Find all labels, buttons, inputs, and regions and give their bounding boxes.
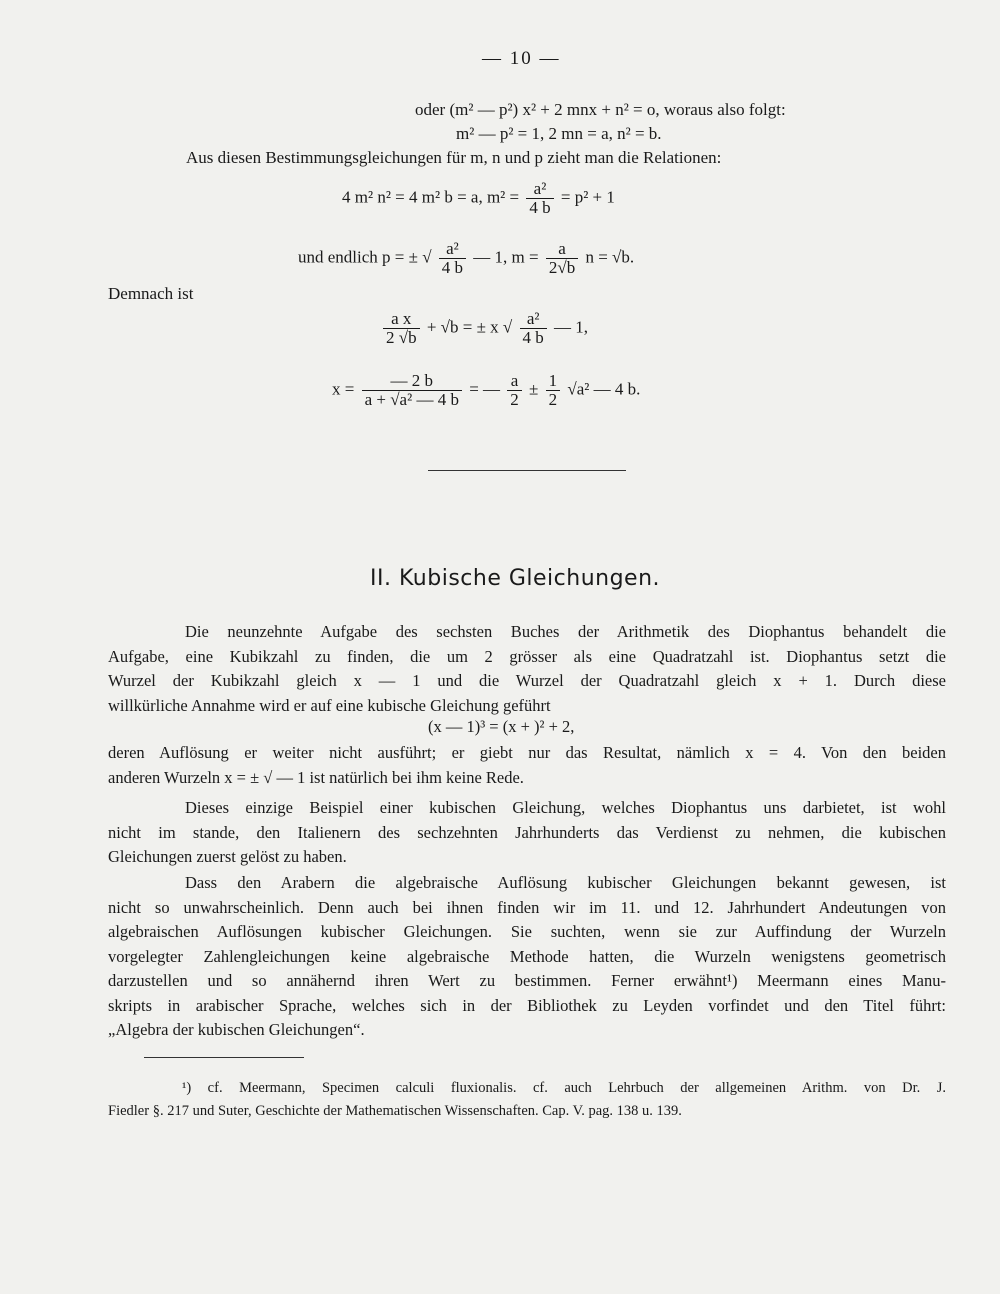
footnote (108, 1077, 946, 1123)
para3-line: „Algebra der kubischen Gleichungen“. (108, 1020, 365, 1039)
eq4-start: x = (332, 379, 355, 399)
eq4-den3: 2 (548, 390, 558, 409)
page-number: — 10 — (482, 48, 561, 69)
eq2-b: — 1, m = (473, 247, 539, 267)
eq3-fraction-2 (520, 310, 547, 347)
cubic-equation: (x — 1)³ = (x + )² + 2, (428, 717, 575, 736)
eq3-num2: a² (520, 310, 547, 329)
relations-intro: Aus diesen Bestimmungsgleichungen für m, n und p zieht man die Relationen: (186, 148, 722, 167)
para3-line: vorgelegter Zahlengleichungen keine algebraische Methode hatten, die Wurzeln wenigstens geometrisch (108, 946, 946, 966)
para1b-line: deren Auflösung er weiter nicht ausführt; er giebt nur das Resultat, nämlich x = 4. Von den beiden (108, 743, 946, 762)
equation-p (298, 240, 634, 277)
eq4-num3: 1 (546, 372, 561, 391)
para2-line: Dieses einzige Beispiel einer kubischen Gleichung, welches Diophantus uns darbietet, ist wohl (185, 798, 946, 817)
eq3-den2: 4 b (522, 328, 544, 347)
eq3-num: a x (383, 310, 420, 329)
para1-line: Die neunzehnte Aufgabe des sechsten Buches der Arithmetik des Diophantus behandelt die (185, 622, 946, 641)
eq4-den: a + √a² — 4 b (364, 390, 459, 409)
eq4-fraction (362, 372, 462, 409)
eq2-a: p = ± √ (382, 247, 432, 267)
section-title: II. Kubische Gleichungen. (370, 566, 661, 591)
equation-ax (380, 310, 588, 347)
eq4-mid: = — (469, 379, 501, 399)
paragraph-2 (108, 796, 946, 870)
eq1-right: = p² + 1 (560, 187, 615, 207)
eq2-den2: 2√b (548, 258, 576, 277)
eq4-num: — 2 b (362, 372, 462, 391)
eq2-num: a² (439, 240, 466, 259)
eq1-den: 4 b (529, 198, 551, 217)
eq1-fraction (526, 180, 553, 217)
eq2-fraction-2 (546, 240, 578, 277)
eq4-num2: a (507, 372, 522, 391)
para1-line: Aufgabe, eine Kubikzahl zu finden, die um 2 grösser als eine Quadratzahl ist. Diophantus setzt die (108, 646, 946, 666)
eq2-c: n = √b. (585, 247, 635, 267)
eq3-mid: + √b = ± x √ (426, 317, 513, 337)
para1b-line: anderen Wurzeln x = ± √ — 1 ist natürlich bei ihm keine Rede. (108, 767, 524, 787)
eq2-label: und endlich (298, 247, 378, 267)
eq4-fraction-2 (507, 372, 522, 409)
para2-line: Gleichungen zuerst gelöst zu haben. (108, 847, 347, 866)
paragraph-1 (108, 620, 946, 718)
paragraph-1b (108, 741, 946, 790)
footnote-line: Fiedler §. 217 und Suter, Geschichte der Mathematischen Wissenschaften. Cap. V. pag. 138 u. 139. (108, 1103, 682, 1119)
footnote-divider (144, 1057, 304, 1058)
eq2-den: 4 b (441, 258, 464, 277)
para2-line: nicht im stande, den Italienern des sechzehnten Jahrhunderts das Verdienst zu nehmen, die kubischen (108, 822, 946, 842)
eq4-fraction-3 (546, 372, 561, 409)
equation-x (332, 372, 640, 409)
eq2-num2: a (546, 240, 578, 259)
para1-line: Wurzel der Kubikzahl gleich x — 1 und die Wurzel der Quadratzahl gleich x + 1. Durch diese (108, 671, 946, 690)
eq4-end: √a² — 4 b. (567, 379, 641, 399)
eq4-den2: 2 (510, 390, 519, 409)
equation-relations (342, 180, 615, 217)
para3-line: Dass den Arabern die algebraische Auflösung kubischer Gleichungen bekannt gewesen, ist (185, 873, 946, 892)
eq3-fraction (383, 310, 420, 347)
para3-line: skripts in arabischer Sprache, welches sich in der Bibliothek zu Leyden vorfindet und den Titel führt: (108, 995, 946, 1015)
para3-line: darzustellen und so annähernd ihren Wert zu bestimmen. Ferner erwähnt¹) Meermann eines Manu- (108, 971, 946, 990)
eq4-pm: ± (529, 379, 539, 399)
section-divider (428, 470, 626, 471)
para1-line: willkürliche Annahme wird er auf eine kubische Gleichung geführt (108, 695, 551, 715)
footnote-line: ¹) cf. Meermann, Specimen calculi fluxionalis. cf. auch Lehrbuch der allgemeinen Arithm. von Dr. J. (182, 1080, 946, 1096)
eq3-end: — 1, (554, 317, 589, 337)
paragraph-3 (108, 871, 946, 1043)
eq1-num: a² (526, 180, 553, 199)
para3-line: nicht so unwahrscheinlich. Denn auch bei ihnen finden wir im 11. und 12. Jahrhundert Andeutungen von (108, 897, 946, 917)
demnach-label: Demnach ist (108, 284, 194, 303)
eq2-fraction (439, 240, 466, 277)
equation-line-1: oder (m² — p²) x² + 2 mnx + n² = o, woraus also folgt: (415, 100, 786, 119)
equation-line-2: m² — p² = 1, 2 mn = a, n² = b. (456, 124, 662, 143)
para3-line: algebraischen Auflösungen kubischer Gleichungen. Sie suchten, wenn sie zur Auffindung der Wurzeln (108, 922, 946, 941)
eq1-left: 4 m² n² = 4 m² b = a, m² = (342, 187, 520, 207)
eq3-den: 2 √b (386, 328, 417, 347)
